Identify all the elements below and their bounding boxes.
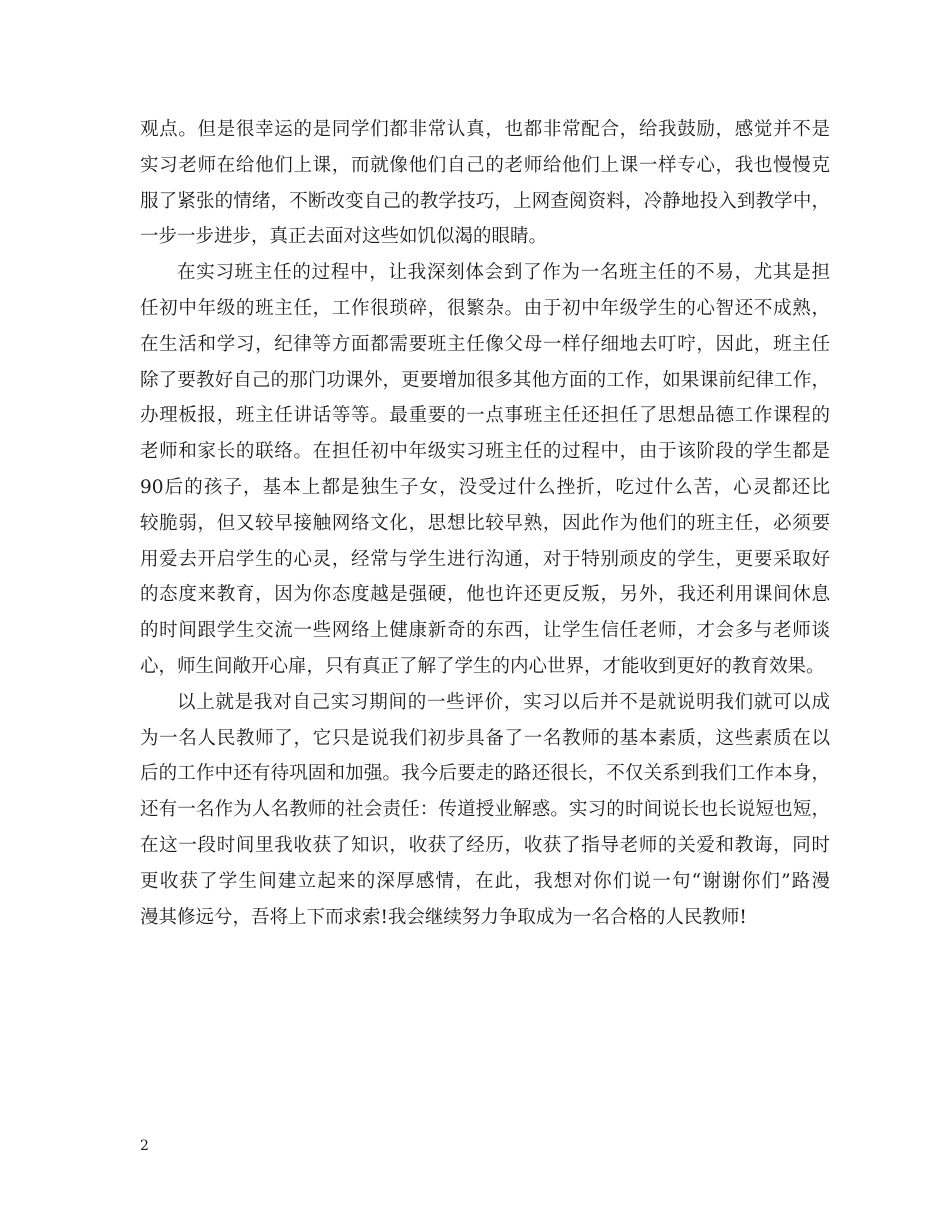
paragraph-1-line-3: 服了紧张的情绪，不断改变自己的教学技巧，上网查阅资料，冷静地投入到教学中， xyxy=(140,190,830,212)
paragraph-2-line-8: 较脆弱，但又较早接触网络文化，思想比较早熟，因此作为他们的班主任，必须要 xyxy=(140,512,830,534)
paragraph-2-line-12: 心，师生间敞开心扉，只有真正了解了学生的内心世界，才能收到更好的教育效果。 xyxy=(140,655,825,677)
paragraph-2-line-6: 老师和家长的联络。在担任初中年级实习班主任的过程中，由于该阶段的学生都是 xyxy=(140,441,830,463)
paragraph-2-line-11: 的时间跟学生交流一些网络上健康新奇的东西，让学生信任老师，才会多与老师谈 xyxy=(140,620,830,642)
paragraph-2-line-5: 办理板报，班主任讲话等等。最重要的一点事班主任还担任了思想品德工作课程的 xyxy=(140,405,830,427)
paragraph-2-line-1: 在实习班主任的过程中，让我深刻体会到了作为一名班主任的不易，尤其是担 xyxy=(177,262,830,284)
paragraph-3-line-1: 以上就是我对自己实习期间的一些评价，实习以后并不是就说明我们就可以成 xyxy=(177,691,830,713)
paragraph-1-line-4: 一步一步进步，真正去面对这些如饥似渴的眼睛。 xyxy=(140,226,548,248)
paragraph-3-line-4: 还有一名作为人名教师的社会责任：传道授业解惑。实习的时间说长也长说短也短， xyxy=(140,799,830,821)
paragraph-2-line-9: 用爱去开启学生的心灵，经常与学生进行沟通，对于特别顽皮的学生，更要采取好 xyxy=(140,548,830,570)
paragraph-3-line-6: 更收获了学生间建立起来的深厚感情，在此，我想对你们说一句“谢谢你们”路漫 xyxy=(140,870,830,892)
paragraph-2-line-4: 除了要教好自己的那门功课外，更要增加很多其他方面的工作，如果课前纪律工作， xyxy=(140,369,830,391)
paragraph-3-line-5: 在这一段时间里我收获了知识，收获了经历，收获了指导老师的关爱和教诲，同时 xyxy=(140,834,830,856)
paragraph-1-line-2: 实习老师在给他们上课，而就像他们自己的老师给他们上课一样专心，我也慢慢克 xyxy=(140,154,830,176)
paragraph-3-line-2: 为一名人民教师了，它只是说我们初步具备了一名教师的基本素质，这些素质在以 xyxy=(140,727,830,749)
paragraph-2-line-3: 在生活和学习，纪律等方面都需要班主任像父母一样仔细地去叮咛，因此，班主任 xyxy=(140,333,830,355)
document-body xyxy=(140,112,830,935)
paragraph-3-line-3: 后的工作中还有待巩固和加强。我今后要走的路还很长，不仅关系到我们工作本身， xyxy=(140,763,830,785)
paragraph-2-line-10: 的态度来教育，因为你态度越是强硬，他也许还更反叛，另外，我还利用课间休息 xyxy=(140,584,830,606)
paragraph-1-line-1: 观点。但是很幸运的是同学们都非常认真，也都非常配合，给我鼓励，感觉并不是 xyxy=(140,119,830,140)
paragraph-3-line-7: 漫其修远兮，吾将上下而求索!我会继续努力争取成为一名合格的人民教师! xyxy=(140,906,747,928)
page-number: 2 xyxy=(140,1138,149,1154)
paragraph-2-line-2: 任初中年级的班主任，工作很琐碎，很繁杂。由于初中年级学生的心智还不成熟， xyxy=(140,297,830,319)
paragraph-2-line-7: 90后的孩子，基本上都是独生子女，没受过什么挫折，吃过什么苦，心灵都还比 xyxy=(140,476,830,498)
